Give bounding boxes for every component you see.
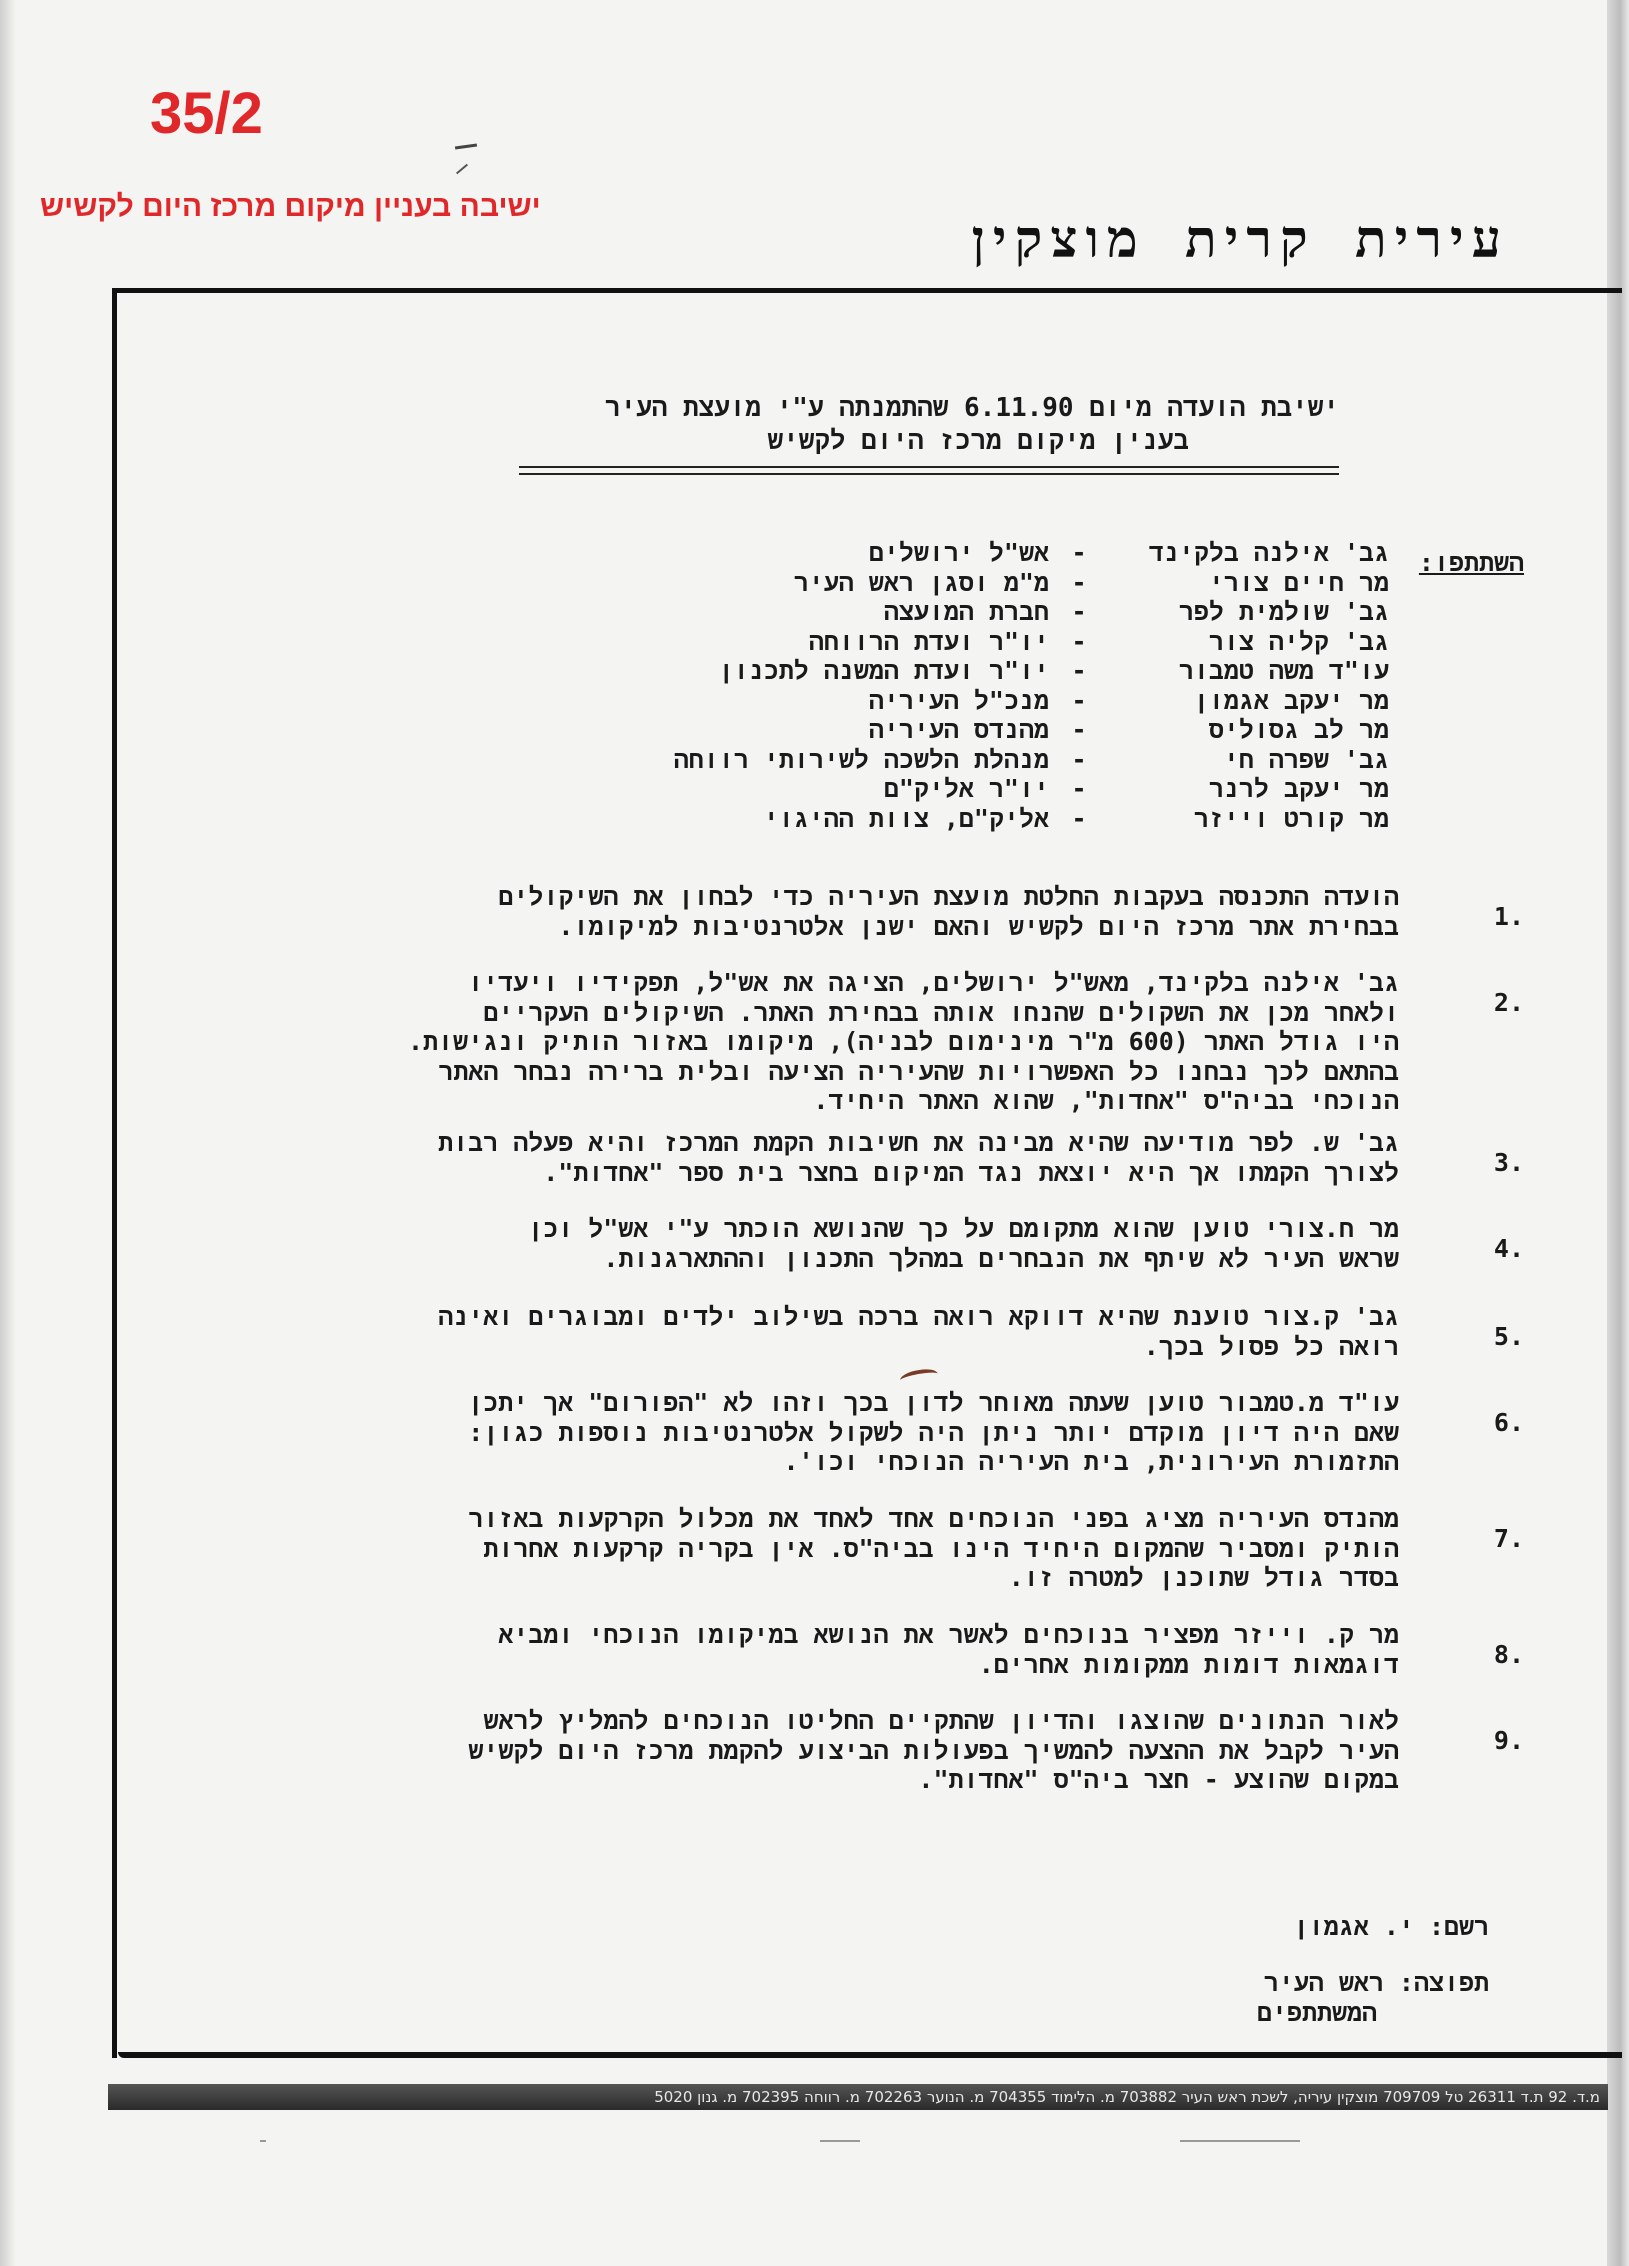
recorder-line <box>1294 1912 1489 1942</box>
item-text: גב' ק.צור טוענת שהיא דווקא רואה ברכה בשילוב ילדים ומבוגרים ואינה רואה כל פסול בכך. <box>438 1302 1399 1361</box>
item-text: מר ח.צורי טוען שהוא מתקומם על כך שהנושא הוכתר ע"י אש"ל וכן שראש העיר לא שיתף את הנבחרים במהלך התכנון וההתארגנות. <box>528 1214 1399 1273</box>
participant-name: מר קורט וייזר <box>1193 803 1389 833</box>
item-number: .5 <box>1493 1322 1524 1351</box>
item-number: .9 <box>1493 1726 1524 1755</box>
participant-row: גב' שולמית לפר - חברת המועצה <box>883 597 1389 626</box>
minutes-item <box>204 1302 1524 1388</box>
participant-name: מר יעקב אגמון <box>1193 685 1389 715</box>
item-number: .8 <box>1493 1640 1524 1669</box>
participant-role: מ"מ וסגן ראש העיר <box>793 567 1049 597</box>
participant-role: יו"ר ועדת הרווחה <box>808 626 1049 656</box>
participant-role: מנכ"ל העיריה <box>868 685 1049 715</box>
participant-role: אליק"ם, צוות ההיגוי <box>763 803 1049 833</box>
scan-edge-left <box>0 0 16 2266</box>
participant-row: עו"ד משה טמבור - יו"ר ועדת המשנה לתכנון <box>718 656 1389 685</box>
minutes-item <box>204 1706 1524 1816</box>
item-text: מר ק. וייזר מפציר בנוכחים לאשר את הנושא במיקומו הנוכחי ומביא דוגמאות דומות ממקומות אחרים. <box>498 1620 1399 1679</box>
item-number: .6 <box>1493 1408 1524 1437</box>
scan-noise <box>820 2140 860 2142</box>
participant-name: גב' שפרה חי <box>1223 744 1389 774</box>
minutes-items <box>204 882 1524 1816</box>
participant-name: עו"ד משה טמבור <box>1178 656 1389 685</box>
participant-row: מר לב גסוליס - מהנדס העיריה <box>868 715 1389 744</box>
scan-noise <box>1180 2140 1300 2142</box>
recorder-name: י. אגמון <box>1293 1912 1414 1941</box>
meeting-heading-line1: ישיבת הועדה מיום 6.11.90 שהתמנתה ע"י מועצת העיר <box>604 393 1339 423</box>
participant-name: גב' אילנה בלקינד <box>1148 538 1389 567</box>
scan-mark <box>455 143 477 149</box>
heading-rule <box>519 466 1339 475</box>
item-text: עו"ד מ.טמבור טוען שעתה מאוחר לדון בכך וזהו לא "הפורום" אך יתכן שאם היה דיון מוקדם יותר ניתן היה לשקול אלטרנטיבות נוספות כגון: התזמורת העירונית, בית העיריה הנוכחי וכו'. <box>468 1388 1399 1476</box>
minutes-item <box>204 882 1524 968</box>
participant-name: מר חיים צורי <box>1208 567 1389 597</box>
letterhead-title: עירית קרית מוצקין <box>971 210 1509 270</box>
participant-role: יו"ר ועדת המשנה לתכנון <box>718 656 1049 685</box>
participant-row: מר יעקב לרנר - יו"ר אליק"ם <box>883 774 1389 803</box>
page-number-annotation: 35/2 <box>150 81 263 146</box>
item-number: .4 <box>1493 1234 1524 1263</box>
minutes-item <box>204 1504 1524 1620</box>
item-text: לאור הנתונים שהוצגו והדיון שהתקיים החליטו הנוכחים להמליץ לראש העיר לקבל את ההצעה להמשיך בפעולות הביצוע להקמת מרכז היום לקשיש במקום שהוצע - חצר ביה"ס "אחדות". <box>468 1706 1399 1794</box>
participant-role: מהנדס העיריה <box>868 715 1049 744</box>
participant-name: גב' שולמית לפר <box>1178 597 1389 626</box>
participant-role: אש"ל ירושלים <box>868 538 1049 567</box>
participant-name: מר יעקב לרנר <box>1208 774 1389 803</box>
minutes-item <box>204 968 1524 1128</box>
participant-name: מר לב גסוליס <box>1208 715 1389 744</box>
minutes-item <box>204 1214 1524 1302</box>
scan-mark <box>456 164 468 175</box>
participant-role: חברת המועצה <box>883 597 1049 626</box>
participants-list <box>674 538 1389 833</box>
document-frame-bottom <box>118 2052 1622 2058</box>
participant-row: גב' אילנה בלקינד - אש"ל ירושלים <box>868 538 1389 567</box>
recorder-label: רשם: <box>1428 1912 1489 1941</box>
distribution-block <box>1257 1968 1489 2028</box>
minutes-item <box>204 1620 1524 1706</box>
item-text: גב' ש. לפר מודיעה שהיא מבינה את חשיבות הקמת המרכז והיא פעלה רבות לצורך הקמתו אך היא יוצאת נגד המיקום בחצר בית ספר "אחדות". <box>438 1128 1399 1187</box>
subject-annotation: ישיבה בעניין מיקום מרכז היום לקשיש <box>40 190 541 223</box>
item-text: גב' אילנה בלקינד, מאש"ל ירושלים, הציגה את אש"ל, תפקידיו ויעדיו ולאחר מכן את השקולים שהנחו אותה בבחירת האתר. השיקולים העקריים היו גודל האתר (600 מ"ר מינימום לבניה), מיקומו באזור הותיק ונגישות. בהתאם לכך נבחנו כל האפשרויות שהעיריה הציעה ובלית ברירה נבחר האתר הנוכחי בביה"ס "אחדות", שהוא האתר היחיד. <box>407 968 1399 1115</box>
item-text: הועדה התכנסה בעקבות החלטת מועצת העיריה כדי לבחון את השיקולים בבחירת אתר מרכז היום לקשיש והאם ישנן אלטרנטיבות למיקומו. <box>498 882 1399 941</box>
item-number: .2 <box>1493 988 1524 1017</box>
distribution-line1: ראש העיר <box>1263 1968 1384 1997</box>
participant-row: מר חיים צורי - מ"מ וסגן ראש העיר <box>793 567 1389 597</box>
minutes-item <box>204 1388 1524 1504</box>
scan-noise <box>260 2140 266 2142</box>
participant-role: יו"ר אליק"ם <box>883 774 1049 803</box>
participants-label: השתתפו: <box>1418 548 1524 577</box>
minutes-item <box>204 1128 1524 1214</box>
distribution-label: תפוצה: <box>1398 1968 1489 1997</box>
participant-row: מר קורט וייזר - אליק"ם, צוות ההיגוי <box>763 803 1389 833</box>
item-number: .1 <box>1493 902 1524 931</box>
item-number: .7 <box>1493 1524 1524 1553</box>
letterhead-footer-strip: מ.ד. 92 ת.ד 26311 טל 709709 מוצקין עיריה, לשכת ראש העיר 703882 מ. הלימוד 704355 מ. הנוער 702263 מ. רווחה 702395 מ. גנון 5020 <box>108 2084 1608 2110</box>
distribution-line2: המשתתפים <box>1256 1998 1377 2027</box>
meeting-heading-line2: בענין מיקום מרכז היום לקשיש <box>767 426 1189 456</box>
participant-role: מנהלת הלשכה לשירותי רווחה <box>673 744 1049 774</box>
item-number: .3 <box>1493 1148 1524 1177</box>
participant-name: גב' קליה צור <box>1208 626 1389 656</box>
participant-row: גב' שפרה חי - מנהלת הלשכה לשירותי רווחה <box>673 744 1389 774</box>
participant-row: גב' קליה צור - יו"ר ועדת הרווחה <box>808 626 1389 656</box>
item-text: מהנדס העיריה מציג בפני הנוכחים אחד לאחד את מכלול הקרקעות באזור הותיק ומסביר שהמקום היחיד הינו בביה"ס. אין בקריה קרקעות אחרות בסדר גודל שתוכנן למטרה זו. <box>468 1504 1399 1592</box>
meeting-heading <box>519 392 1339 475</box>
participant-row: מר יעקב אגמון - מנכ"ל העיריה <box>868 685 1389 715</box>
